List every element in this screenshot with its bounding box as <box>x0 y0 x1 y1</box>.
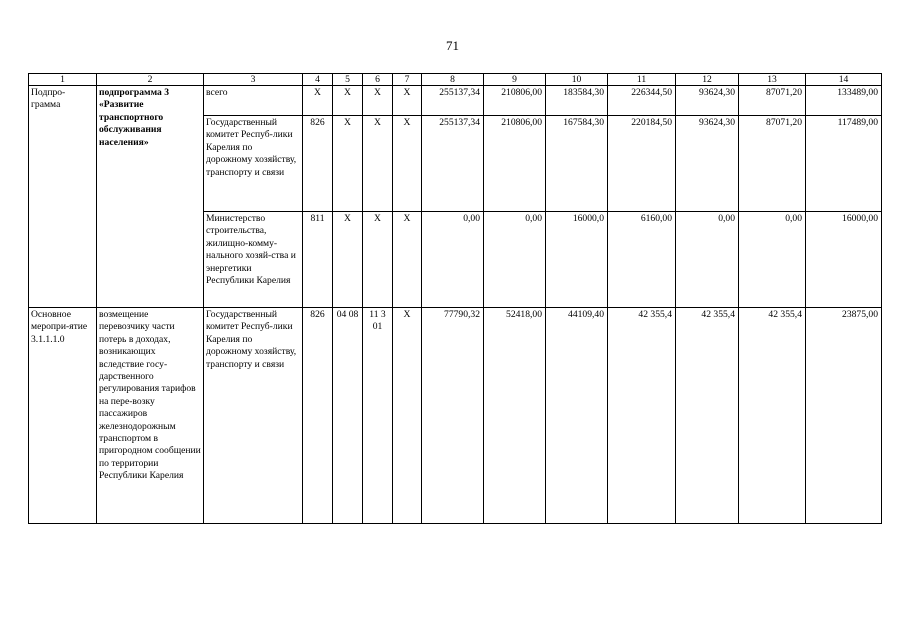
value-cell: 16000,00 <box>806 212 882 308</box>
code-cell: 811 <box>303 212 333 308</box>
value-cell: 226344,50 <box>608 86 676 116</box>
value-cell: 0,00 <box>676 212 739 308</box>
table-row <box>29 308 882 524</box>
header-cell: 5 <box>333 74 363 86</box>
executor-cell: всего <box>204 86 303 116</box>
header-cell: 13 <box>739 74 806 86</box>
activity-name-cell: возмещение перевозчику части потерь в доходах, возникающих вследствие госу-дарственного регулирования тарифов на пере-возку пассажиров железнодорожным транспортом в пригородном сообщении по территории Республики Карелия <box>97 308 204 524</box>
subprogram-name-cell: подпрограмма 3 «Развитие транспортного обслуживания населения» <box>97 86 204 308</box>
value-cell: 210806,00 <box>484 86 546 116</box>
value-cell: 42 355,4 <box>608 308 676 524</box>
code-cell: Х <box>363 116 393 212</box>
code-cell: Х <box>393 212 422 308</box>
header-row <box>29 74 882 86</box>
value-cell: 52418,00 <box>484 308 546 524</box>
executor-cell: Министерство строительства, жилищно-комму-нального хозяй-ства и энергетики Республики Карелия <box>204 212 303 308</box>
value-cell: 77790,32 <box>422 308 484 524</box>
code-cell: Х <box>393 86 422 116</box>
budget-table <box>28 73 882 524</box>
header-cell: 14 <box>806 74 882 86</box>
value-cell: 42 355,4 <box>676 308 739 524</box>
value-cell: 93624,30 <box>676 86 739 116</box>
row-type-cell: Подпро- грамма <box>29 86 97 308</box>
page-number: 71 <box>446 38 459 53</box>
code-cell: Х <box>333 86 363 116</box>
header-cell: 6 <box>363 74 393 86</box>
code-cell: 826 <box>303 308 333 524</box>
value-cell: 133489,00 <box>806 86 882 116</box>
code-cell: Х <box>393 308 422 524</box>
code-cell: 826 <box>303 116 333 212</box>
value-cell: 87071,20 <box>739 116 806 212</box>
value-cell: 0,00 <box>484 212 546 308</box>
value-cell: 255137,34 <box>422 116 484 212</box>
header-cell: 2 <box>97 74 204 86</box>
executor-cell: Государственный комитет Респуб-лики Карелия по дорожному хозяйству, транспорту и связи <box>204 308 303 524</box>
code-cell: Х <box>363 86 393 116</box>
code-cell: Х <box>333 116 363 212</box>
header-cell: 1 <box>29 74 97 86</box>
value-cell: 42 355,4 <box>739 308 806 524</box>
value-cell: 117489,00 <box>806 116 882 212</box>
code-cell: Х <box>303 86 333 116</box>
header-cell: 8 <box>422 74 484 86</box>
value-cell: 220184,50 <box>608 116 676 212</box>
code-cell: Х <box>363 212 393 308</box>
header-cell: 4 <box>303 74 333 86</box>
value-cell: 183584,30 <box>546 86 608 116</box>
value-cell: 44109,40 <box>546 308 608 524</box>
value-cell: 255137,34 <box>422 86 484 116</box>
code-cell: 04 08 <box>333 308 363 524</box>
header-cell: 12 <box>676 74 739 86</box>
value-cell: 93624,30 <box>676 116 739 212</box>
value-cell: 0,00 <box>739 212 806 308</box>
header-cell: 11 <box>608 74 676 86</box>
value-cell: 6160,00 <box>608 212 676 308</box>
table-row <box>29 86 882 116</box>
value-cell: 23875,00 <box>806 308 882 524</box>
value-cell: 210806,00 <box>484 116 546 212</box>
code-cell: Х <box>333 212 363 308</box>
header-cell: 7 <box>393 74 422 86</box>
header-cell: 9 <box>484 74 546 86</box>
value-cell: 0,00 <box>422 212 484 308</box>
code-cell: 11 3 01 <box>363 308 393 524</box>
value-cell: 167584,30 <box>546 116 608 212</box>
header-cell: 10 <box>546 74 608 86</box>
executor-cell: Государственный комитет Респуб-лики Карелия по дорожному хозяйству, транспорту и связи <box>204 116 303 212</box>
header-cell: 3 <box>204 74 303 86</box>
code-cell: Х <box>393 116 422 212</box>
value-cell: 16000,0 <box>546 212 608 308</box>
value-cell: 87071,20 <box>739 86 806 116</box>
row-type-cell: Основное меропри-ятие 3.1.1.1.0 <box>29 308 97 524</box>
